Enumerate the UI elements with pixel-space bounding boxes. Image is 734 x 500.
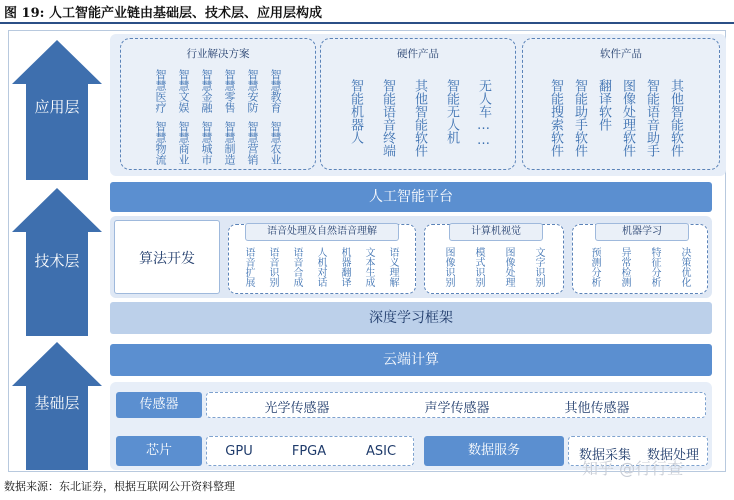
data-service-label: 数据服务 [424,436,564,466]
figure-title: 图 19: 人工智能产业链由基础层、技术层、应用层构成 [4,6,322,21]
application-layer-arrow [10,40,104,180]
software-products-box [522,38,720,170]
speech-item: 文本生成 [363,247,374,287]
speech-item: 语音合成 [291,247,302,287]
figure-source: 数据来源：东北证券，根据互联网公开资料整理 [4,480,235,493]
foundation-layer-label: 基础层 [34,394,80,412]
speech-nlp-title: 语音处理及自然语音理解 [245,223,399,241]
vision-item: 模式识别 [473,247,484,287]
ai-platform-bar: 人工智能平台 [110,182,712,212]
speech-item: 机器翻译 [339,247,350,287]
deep-learning-framework-bar: 深度学习框架 [110,302,712,334]
application-layer-label: 应用层 [34,98,80,116]
hardware-products-title: 硬件产品 [397,48,439,60]
sensor-items-row [206,392,706,418]
hardware-item: 智能语音终端 [380,79,395,157]
speech-nlp-box [228,224,416,294]
industry-item: 智慧营销 [246,121,259,165]
data-service-item: 数据处理 [646,448,699,463]
technology-layer-arrow [10,188,104,336]
hardware-item: 无人车…… [476,79,491,148]
vision-item: 图像识别 [443,247,454,287]
watermark: 知乎 @行行查 [582,459,684,478]
industry-item: 智慧安防 [246,69,259,113]
cloud-computing-bar: 云端计算 [110,344,712,376]
speech-item: 人机对话 [315,247,326,287]
industry-item: 智慧制造 [223,121,236,165]
hardware-item: 智能机器人 [348,79,363,144]
hardware-products-box [320,38,516,170]
foundation-layer-arrow [10,342,104,470]
algorithm-dev-box [114,220,220,294]
industry-item: 智慧医疗 [154,69,167,113]
software-products-title: 软件产品 [600,48,642,60]
industry-item: 智慧零售 [223,69,236,113]
industry-item: 智慧农业 [269,121,282,165]
title-rule [0,22,734,24]
speech-item: 语义理解 [387,247,398,287]
computer-vision-title: 计算机视觉 [449,223,543,241]
software-item: 其他智能软件 [668,79,683,157]
chip-item: FPGA [291,444,327,459]
hardware-item: 其他智能软件 [412,79,427,157]
algorithm-dev-label: 算法开发 [139,251,195,267]
software-item: 智能助手软件 [572,79,587,157]
vision-item: 文字识别 [533,247,544,287]
software-item: 翻译软件 [596,79,611,131]
industry-item: 智慧物流 [154,121,167,165]
ml-item: 特征分析 [649,247,660,287]
sensor-item: 声学传感器 [424,401,490,416]
speech-item: 语音扩展 [243,247,254,287]
data-service-item: 数据采集 [578,448,631,463]
chip-item: ASIC [365,444,397,459]
computer-vision-box [424,224,564,294]
industry-item: 智慧文娱 [177,69,190,113]
hardware-item: 智能无人机 [444,79,459,144]
industry-solutions-title: 行业解决方案 [186,48,250,60]
sensor-item: 其他传感器 [564,401,630,416]
software-item: 智能语音助手 [644,79,659,157]
chip-item: GPU [225,444,253,459]
machine-learning-title: 机器学习 [595,223,689,241]
chip-label: 芯片 [116,436,202,466]
ml-item: 异常检测 [619,247,630,287]
vision-item: 图像处理 [503,247,514,287]
industry-solutions-box [120,38,316,170]
industry-item: 智慧金融 [200,69,213,113]
industry-item: 智慧商业 [177,121,190,165]
speech-item: 语音识别 [267,247,278,287]
technology-layer-label: 技术层 [34,252,80,270]
software-item: 图像处理软件 [620,79,635,157]
industry-item: 智慧城市 [200,121,213,165]
chip-items-row [206,436,414,466]
software-item: 智能搜索软件 [548,79,563,157]
sensor-label: 传感器 [116,392,202,418]
industry-item: 智慧教育 [269,69,282,113]
ml-item: 预测分析 [589,247,600,287]
sensor-item: 光学传感器 [264,401,330,416]
machine-learning-box [572,224,708,294]
ml-item: 决策优化 [679,247,690,287]
